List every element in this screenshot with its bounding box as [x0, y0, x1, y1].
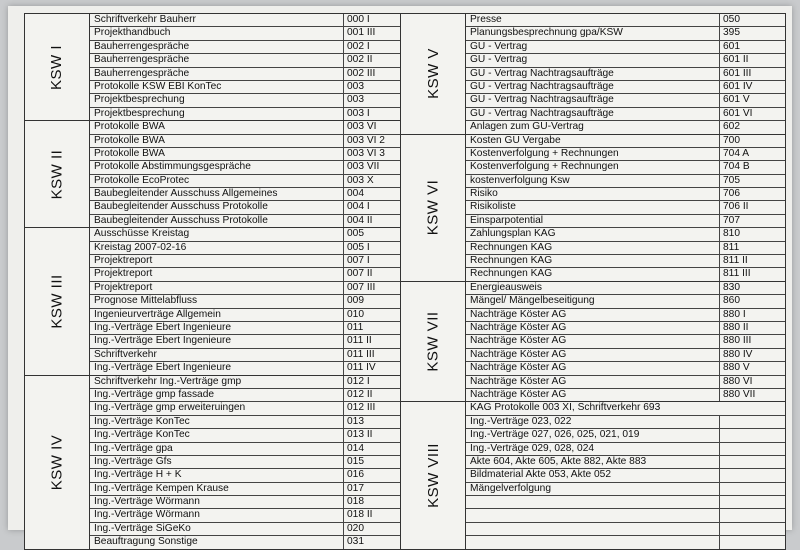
table-row — [466, 523, 785, 536]
table-row — [90, 255, 409, 268]
file-description: Projekthandbuch — [90, 27, 344, 39]
table-row — [466, 121, 785, 133]
file-description: Ing.-Verträge KonTec — [90, 429, 344, 441]
file-description: Ing.-Verträge KonTec — [90, 416, 344, 428]
table-row — [466, 54, 785, 67]
file-description: Risiko — [466, 188, 720, 200]
table-row — [90, 429, 409, 442]
file-description: Kostenverfolgung + Rechnungen — [466, 161, 720, 173]
file-number: 005 I — [347, 241, 370, 253]
file-number: 007 I — [347, 255, 370, 267]
file-number: 011 II — [347, 335, 372, 347]
file-description — [466, 496, 720, 508]
table-row — [90, 536, 409, 548]
file-description: Rechnungen KAG — [466, 255, 720, 267]
file-number: 003 X — [347, 174, 374, 186]
table-row — [466, 282, 785, 295]
table-row — [466, 509, 785, 522]
file-description: Ing.-Verträge Ebert Ingenieure — [90, 362, 344, 374]
table-row — [90, 54, 409, 67]
table-row — [466, 335, 785, 348]
file-number: 015 — [347, 455, 364, 467]
file-description: Nachträge Köster AG — [466, 362, 720, 374]
file-number: 013 II — [347, 429, 373, 441]
file-description: Presse — [466, 14, 720, 26]
group-label — [25, 14, 90, 120]
file-description: Anlagen zum GU-Vertrag — [466, 121, 720, 133]
file-number: 016 — [347, 469, 364, 481]
file-number: 011 — [347, 321, 364, 333]
file-number: 706 II — [723, 201, 749, 213]
table-row — [90, 268, 409, 281]
file-number: 811 II — [723, 255, 748, 267]
table-row — [466, 228, 785, 241]
file-description: GU - Vertrag Nachtragsaufträge — [466, 108, 720, 120]
group-label — [25, 376, 90, 549]
file-number: 012 II — [347, 388, 373, 400]
table-row — [90, 295, 409, 308]
file-number: 880 V — [723, 362, 750, 374]
file-number: 002 I — [347, 40, 370, 52]
file-description: Mängel/ Mängelbeseitigung — [466, 295, 720, 307]
table-row — [466, 215, 785, 228]
file-description: Zahlungsplan KAG — [466, 228, 720, 240]
table-row — [90, 335, 409, 348]
file-number: 880 III — [723, 335, 752, 347]
group-label — [25, 121, 90, 227]
file-description: Bauherrengespräche — [90, 54, 344, 66]
table-row — [90, 362, 409, 374]
table-row — [90, 456, 409, 469]
file-number: 880 VII — [723, 388, 756, 400]
file-description: Kreistag 2007-02-16 — [90, 242, 344, 254]
table-row — [466, 161, 785, 174]
group-rows — [90, 14, 409, 120]
file-description: Ing.-Verträge gmp fassade — [90, 389, 344, 401]
file-description: Schriftverkehr Bauherr — [90, 14, 344, 26]
table-row — [466, 349, 785, 362]
table-row — [90, 389, 409, 402]
table-row — [466, 469, 785, 482]
file-number: 601 V — [723, 94, 750, 106]
table-row — [90, 469, 409, 482]
file-description: Ing.-Verträge Ebert Ingenieure — [90, 335, 344, 347]
file-description: Ing.-Verträge Kempen Krause — [90, 483, 344, 495]
table-row — [466, 536, 785, 548]
table-row — [466, 201, 785, 214]
table-row — [466, 175, 785, 188]
file-description: Ausschüsse Kreistag — [90, 228, 344, 240]
file-description: GU - Vertrag Nachtragsaufträge — [466, 81, 720, 93]
file-description: Prognose Mittelabfluss — [90, 295, 344, 307]
table-row — [90, 376, 409, 389]
file-description: Planungsbesprechnung gpa/KSW — [466, 27, 720, 39]
file-number — [720, 483, 785, 495]
group-label-text: KSW I — [48, 44, 66, 90]
table-row — [90, 322, 409, 335]
file-description: Projektbesprechung — [90, 108, 344, 120]
file-description: Nachträge Köster AG — [466, 389, 720, 401]
file-description: Nachträge Köster AG — [466, 376, 720, 388]
file-description: Bauherrengespräche — [90, 68, 344, 80]
group-ksw-vi — [400, 134, 786, 282]
table-row — [90, 402, 409, 415]
file-description: KAG Protokolle 003 XI, Schriftverkehr 693 — [470, 402, 661, 414]
file-number: 003 VII — [347, 161, 380, 173]
table-row — [90, 496, 409, 509]
file-number: 020 — [347, 522, 364, 534]
file-number: 018 II — [347, 509, 373, 521]
file-number: 012 III — [347, 402, 376, 414]
table-row — [466, 456, 785, 469]
file-description: Ing.-Verträge gmp erweiteruingen — [90, 402, 344, 414]
table-row — [90, 188, 409, 201]
table-row — [90, 309, 409, 322]
group-label-text: KSW IV — [48, 434, 66, 490]
group-ksw-i — [24, 13, 410, 121]
file-description: Ing.-Verträge H + K — [90, 469, 344, 481]
group-label-text: KSW VII — [424, 311, 442, 372]
group-label-text: KSW V — [424, 48, 442, 100]
file-description: Protokolle KSW EBI KonTec — [90, 81, 344, 93]
table-row — [90, 161, 409, 174]
file-number: 014 — [347, 442, 364, 454]
file-description: GU - Vertrag — [466, 54, 720, 66]
file-description: Ing.-Verträge 027, 026, 025, 021, 019 — [466, 429, 720, 441]
file-number: 880 IV — [723, 348, 753, 360]
table-row — [90, 68, 409, 81]
file-description: Baubegleitender Ausschuss Protokolle — [90, 215, 344, 227]
file-number: 860 — [723, 295, 740, 307]
file-number: 601 II — [723, 54, 749, 66]
file-number: 811 III — [723, 268, 751, 280]
table-row — [90, 215, 409, 227]
table-row — [466, 81, 785, 94]
file-number: 880 VI — [723, 375, 753, 387]
table-row — [466, 94, 785, 107]
file-description: Rechnungen KAG — [466, 242, 720, 254]
file-number: 050 — [723, 14, 740, 25]
file-description: Einsparpotential — [466, 215, 720, 227]
file-description — [466, 523, 720, 535]
group-label — [401, 402, 466, 548]
table-row — [90, 443, 409, 456]
file-description: Ing.-Verträge 029, 028, 024 — [466, 443, 720, 455]
table-row — [466, 14, 785, 27]
file-number: 012 I — [347, 375, 370, 387]
file-description: kostenverfolgung Ksw — [466, 175, 720, 187]
file-number — [720, 509, 785, 521]
file-description: Risikoliste — [466, 201, 720, 213]
file-number: 002 III — [347, 67, 376, 79]
file-number: 017 — [347, 482, 364, 494]
file-description: Ing.-Verträge Ebert Ingenieure — [90, 322, 344, 334]
file-number — [720, 456, 785, 468]
file-number: 395 — [723, 27, 740, 39]
file-description: Kostenverfolgung + Rechnungen — [466, 148, 720, 160]
group-label — [401, 135, 466, 281]
group-rows — [90, 121, 409, 227]
file-description: Mängelverfolgung — [466, 483, 720, 495]
file-description: Protokolle BWA — [90, 121, 344, 133]
table-row — [466, 443, 785, 456]
table-row — [90, 175, 409, 188]
file-description: GU - Vertrag Nachtragsaufträge — [466, 68, 720, 80]
file-description: Ing.-Verträge Wörmann — [90, 496, 344, 508]
file-description: Akte 604, Akte 605, Akte 882, Akte 883 — [466, 456, 720, 468]
file-description: Ing.-Verträge Gfs — [90, 456, 344, 468]
file-number: 007 II — [347, 268, 373, 280]
table-row — [90, 135, 409, 148]
file-number: 007 III — [347, 281, 376, 293]
file-description — [466, 536, 720, 548]
table-row — [466, 148, 785, 161]
file-number: 707 — [723, 214, 740, 226]
group-ksw-ii — [24, 120, 410, 228]
table-row — [90, 483, 409, 496]
file-number — [720, 496, 785, 508]
file-number: 011 IV — [347, 362, 376, 374]
table-row — [466, 188, 785, 201]
group-ksw-viii — [400, 401, 786, 549]
file-description: Ing.-Verträge 023, 022 — [466, 416, 720, 428]
table-row — [90, 14, 409, 27]
table-row — [90, 41, 409, 54]
table-row — [90, 201, 409, 214]
table-row — [466, 402, 785, 415]
file-number: 013 — [347, 415, 364, 427]
file-number — [720, 536, 785, 548]
table-row — [90, 148, 409, 161]
file-number: 601 VI — [723, 107, 753, 119]
file-number: 601 — [723, 40, 740, 52]
group-label — [401, 282, 466, 402]
group-rows — [90, 376, 409, 549]
table-row — [466, 376, 785, 389]
file-description: Ing.-Verträge gpa — [90, 443, 344, 455]
file-number: 003 VI 2 — [347, 134, 385, 146]
table-row — [466, 135, 785, 148]
file-number: 700 — [723, 134, 740, 146]
file-description: Projektreport — [90, 268, 344, 280]
table-row — [466, 27, 785, 40]
file-number: 830 — [723, 281, 740, 293]
file-number: 004 I — [347, 201, 370, 213]
file-number: 003 VI — [347, 121, 377, 133]
group-ksw-vii — [400, 281, 786, 403]
file-description: Nachträge Köster AG — [466, 349, 720, 361]
file-number: 706 — [723, 188, 740, 200]
file-number: 003 I — [347, 107, 370, 119]
file-description: Ing.-Verträge SiGeKo — [90, 523, 344, 535]
group-label-text: KSW VI — [424, 179, 442, 236]
table-row — [466, 496, 785, 509]
group-rows — [466, 402, 785, 548]
file-number — [720, 469, 785, 481]
file-description: Bildmaterial Akte 053, Akte 052 — [466, 469, 720, 481]
table-row — [466, 242, 785, 255]
file-number: 704 B — [723, 161, 750, 173]
file-number: 031 — [347, 536, 364, 548]
table-row — [90, 121, 409, 134]
group-rows — [466, 282, 785, 402]
file-number: 602 — [723, 121, 740, 133]
file-number: 810 — [723, 228, 740, 240]
file-description: Protokolle BWA — [90, 148, 344, 160]
table-row — [90, 242, 409, 255]
file-number: 009 — [347, 295, 364, 307]
group-ksw-iv — [24, 375, 410, 550]
file-description: Nachträge Köster AG — [466, 335, 720, 347]
table-row — [466, 108, 785, 121]
table-row — [90, 523, 409, 536]
group-rows — [90, 228, 409, 374]
file-number — [720, 429, 785, 441]
file-number: 011 III — [347, 348, 375, 360]
table-row — [90, 228, 409, 241]
file-number: 601 IV — [723, 80, 753, 92]
file-number: 880 II — [723, 321, 749, 333]
right-column — [400, 14, 786, 550]
table-row — [90, 81, 409, 94]
group-rows — [466, 135, 785, 281]
file-description: Beauftragung Sonstige — [90, 536, 344, 548]
file-number: 704 A — [723, 147, 750, 159]
file-number — [720, 443, 785, 455]
file-description: Rechnungen KAG — [466, 268, 720, 280]
file-description: Kosten GU Vergabe — [466, 135, 720, 147]
left-column — [24, 14, 410, 550]
table-row — [90, 509, 409, 522]
file-number: 601 III — [723, 67, 752, 79]
file-number: 003 VI 3 — [347, 147, 385, 159]
file-number: 002 II — [347, 54, 373, 66]
file-description: Protokolle EcoProtec — [90, 175, 344, 187]
table-row — [90, 94, 409, 107]
file-description: Nachträge Köster AG — [466, 322, 720, 334]
group-rows — [466, 14, 785, 134]
group-ksw-iii — [24, 227, 410, 375]
table-row — [466, 68, 785, 81]
file-number: 004 II — [347, 214, 373, 226]
file-description: Ingenieurverträge Allgemein — [90, 309, 344, 321]
file-number: 001 III — [347, 27, 376, 39]
table-row — [466, 41, 785, 54]
group-ksw-v — [400, 13, 786, 135]
file-description: GU - Vertrag — [466, 41, 720, 53]
file-number — [720, 416, 785, 428]
file-description: Protokolle BWA — [90, 135, 344, 147]
file-number: 705 — [723, 174, 740, 186]
file-description: Projektreport — [90, 282, 344, 294]
file-description: Ing.-Verträge Wörmann — [90, 509, 344, 521]
group-label-text: KSW III — [48, 274, 66, 329]
group-label — [25, 228, 90, 374]
file-number: 010 — [347, 308, 364, 320]
file-number: 005 — [347, 228, 364, 240]
group-label-text: KSW VIII — [424, 443, 442, 508]
index-sheet — [8, 6, 792, 548]
table-row — [90, 416, 409, 429]
file-number: 004 — [347, 188, 364, 200]
file-number: 811 — [723, 241, 740, 253]
file-description: Baubegleitender Ausschuss Protokolle — [90, 201, 344, 213]
table-row — [466, 255, 785, 268]
file-description — [466, 509, 720, 521]
table-row — [466, 295, 785, 308]
file-number: 003 — [347, 80, 364, 92]
table-row — [466, 362, 785, 375]
table-row — [466, 429, 785, 442]
file-description: Schriftverkehr — [90, 349, 344, 361]
file-description: Nachträge Köster AG — [466, 309, 720, 321]
table-row — [90, 108, 409, 120]
file-description: Bauherrengespräche — [90, 41, 344, 53]
table-row — [466, 389, 785, 401]
table-row — [90, 282, 409, 295]
table-row — [466, 416, 785, 429]
file-description: Energieausweis — [466, 282, 720, 294]
group-label — [401, 14, 466, 134]
file-number — [720, 523, 785, 535]
file-description: Schriftverkehr Ing.-Verträge gmp — [90, 376, 344, 388]
table-row — [466, 322, 785, 335]
file-description: Projektreport — [90, 255, 344, 267]
table-row — [466, 483, 785, 496]
file-number: 880 I — [723, 308, 746, 320]
file-number: 018 — [347, 496, 364, 508]
file-description: GU - Vertrag Nachtragsaufträge — [466, 94, 720, 106]
file-number: 003 — [347, 94, 364, 106]
file-description: Baubegleitender Ausschuss Allgemeines — [90, 188, 344, 200]
table-row — [466, 309, 785, 322]
file-number: 000 I — [347, 14, 370, 25]
file-description: Projektbesprechung — [90, 94, 344, 106]
file-description: Protokolle Abstimmungsgespräche — [90, 161, 344, 173]
group-label-text: KSW II — [48, 149, 66, 200]
table-row — [90, 27, 409, 40]
table-row — [90, 349, 409, 362]
table-row — [466, 268, 785, 280]
